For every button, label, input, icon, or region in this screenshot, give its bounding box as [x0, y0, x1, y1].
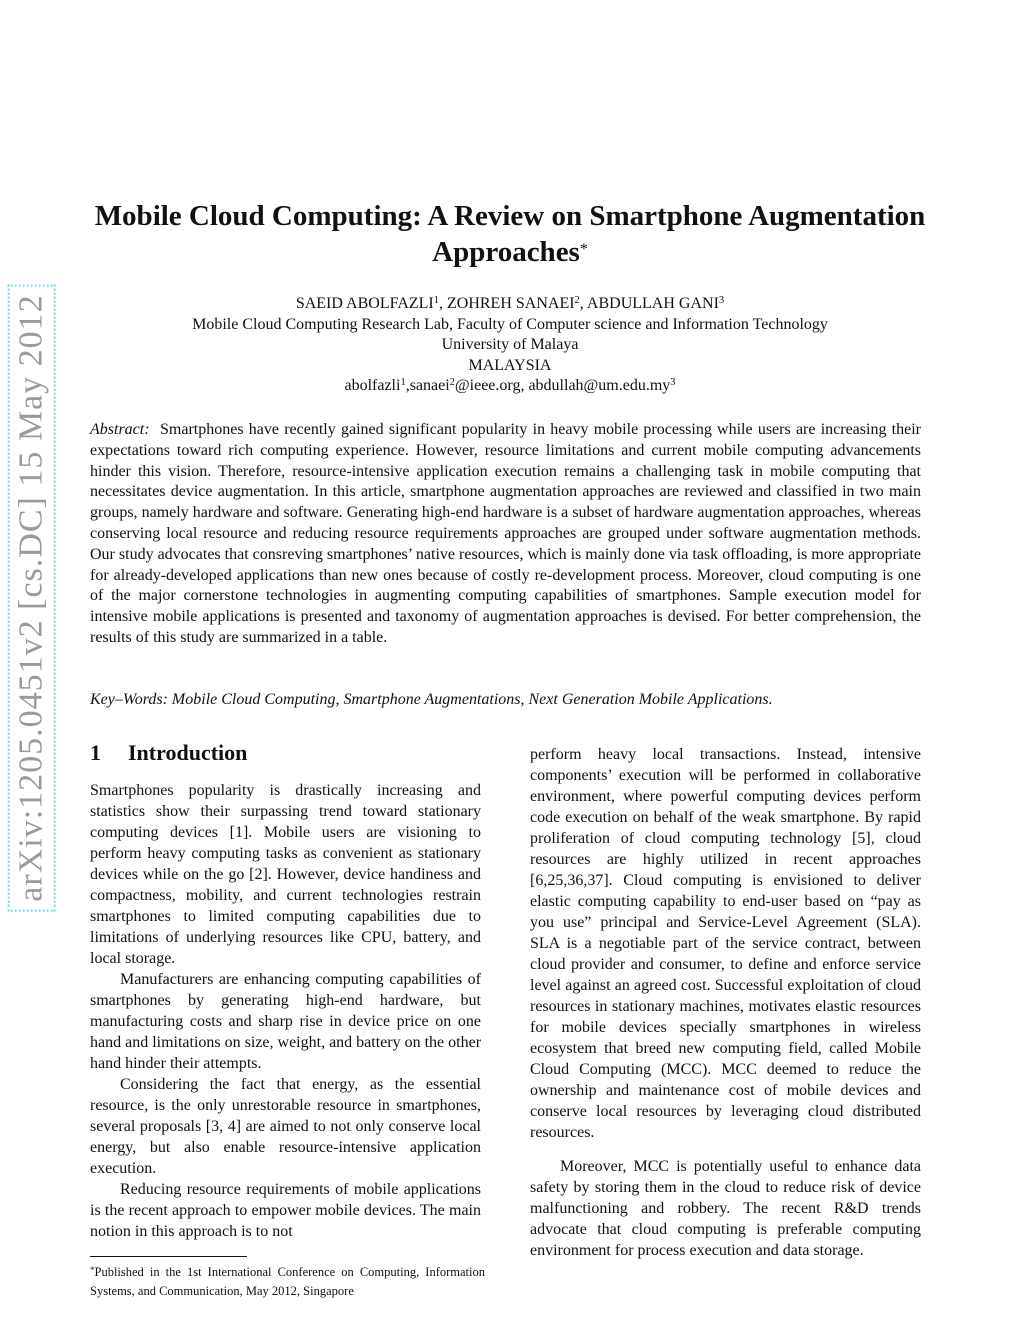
right-column: [530, 744, 921, 1261]
author-block: [90, 294, 930, 397]
author-emails: abolfazli$^1$,sanaei$^2$@ieee.org, $abdullah@um.edu.my^3$: [344, 377, 676, 394]
keywords: Key–Words: Mobile Cloud Computing, Smartphone Augmentations, Next Generation Mobile Applications.: [90, 691, 773, 708]
author-university: University of Malaya: [441, 336, 579, 353]
paper-title-line-1: Mobile Cloud Computing: A Review on Smartphone Augmentation: [94, 200, 926, 232]
abstract: [90, 420, 921, 649]
section-title: Introduction: [128, 740, 248, 765]
section-heading: [90, 738, 481, 768]
author-country: MALAYSIA: [468, 356, 552, 374]
paragraph: Smartphones popularity is drastically increasing and statistics show their surpassing trend toward stationary computing devices [1]. Mobile users are visioning to perform heavy computing tasks as convenient as stationary devices while on the go [2]. However, device handiness and compactness, mobility, and current technologies restrain smartphones to limited computing capabilities due to limitations of underlying resources like CPU, battery, and local storage.: [90, 782, 481, 967]
abstract-label: Abstract:: [90, 421, 150, 438]
footnote-text: Published in the 1st International Conference on Computing, Information Systems, and Communication, May 2012, Singapore: [90, 1265, 485, 1298]
title-footnote-mark: *: [579, 241, 588, 258]
paper-title: [80, 198, 940, 270]
paragraph: perform heavy local transactions. Instead, intensive components’ execution will be performed in collaborative environment, where powerful computing devices perform code execution on behalf of the weak smartphone. By rapid proliferation of cloud computing technology [5], cloud resources are highly utilized in recent approaches [6,25,36,37]. Cloud computing is envisioned to deliver elastic computing capability to end-user based on “pay as you use” principal and Service-Level Agreement (SLA). SLA is a negotiable part of the service contract, between cloud provider and consumer, to define and enforce service level against an agreed cost. Successful exploitation of cloud resources in stationary machines, motivates elastic resources for mobile devices specially smartphones in wireless ecosystem that breed new computing field, called Mobile Cloud Computing (MCC). MCC deemed to reduce the ownership and maintenance cost of mobile devices and conserve local resources by leveraging cloud distributed resources.: [530, 746, 921, 1141]
left-column: [90, 738, 481, 1242]
paragraph: Moreover, MCC is potentially useful to enhance data safety by storing them in the cloud to reduce risk of device malfunctioning and robbery. The recent R&D trends advocate that cloud computing is preferable computing environment for process execution and data storage.: [530, 1158, 921, 1259]
paragraph: Considering the fact that energy, as the essential resource, is the only unrestorable resource in smartphones, several proposals [3, 4] are aimed to not only conserve local energy, but also enable resource-intensive application execution.: [90, 1076, 481, 1177]
footnote-mark: *: [90, 1265, 95, 1275]
abstract-text: Smartphones have recently gained significant popularity in heavy mobile processing while users are increasing their expectations toward rich computing experience. However, resource limitations and current mobile computing advancements hinder this vision. Therefore, resource-intensive application execution remains a challenging task in mobile computing that necessitates device augmentation. In this article, smartphone augmentation approaches are reviewed and classified in two main groups, namely hardware and software. Generating high-end hardware is a subset of hardware augmentation approaches, whereas conserving local resource and reducing resource requirements approaches are grouped under software augmentation methods. Our study advocates that consreving smartphones’ native resources, which is mainly done via task offloading, is more appropriate for already-developed applications than new ones because of costly re-development process. Moreover, cloud computing is one of the major cornerstone technologies in augmenting computing capabilities of smartphones. Sample execution model for intensive mobile applications is presented and taxonomy of augmentation approaches is devised. For better comprehension, the results of this study are summarized in a table.: [90, 421, 922, 646]
footnote: [90, 1263, 485, 1301]
arxiv-stamp: [2, 294, 62, 902]
paragraph: Reducing resource requirements of mobile applications is the recent approach to empower mobile devices. The main notion in this approach is to not: [90, 1181, 481, 1240]
section-number: 1: [90, 740, 101, 765]
author-names: SAEID ABOLFAZLI$^1$, ZOHREH SANAEI$^2$, ABDULLAH GANI$^3$: [295, 295, 725, 312]
paragraph: Manufacturers are enhancing computing capabilities of smartphones by generating high-end hardware, but manufacturing costs and sharp rise in device price on one hand and limitations on size, weight, and battery on the other hand hinder their attempts.: [90, 971, 482, 1072]
footnote-rule: [90, 1256, 247, 1257]
arxiv-stamp-text: arXiv:1205.0451v2 [cs.DC] 15 May 2012: [8, 284, 56, 911]
paper-title-line-2: Approaches: [432, 236, 580, 268]
author-affiliation: Mobile Cloud Computing Research Lab, Faculty of Computer science and Information Technology: [192, 315, 828, 333]
